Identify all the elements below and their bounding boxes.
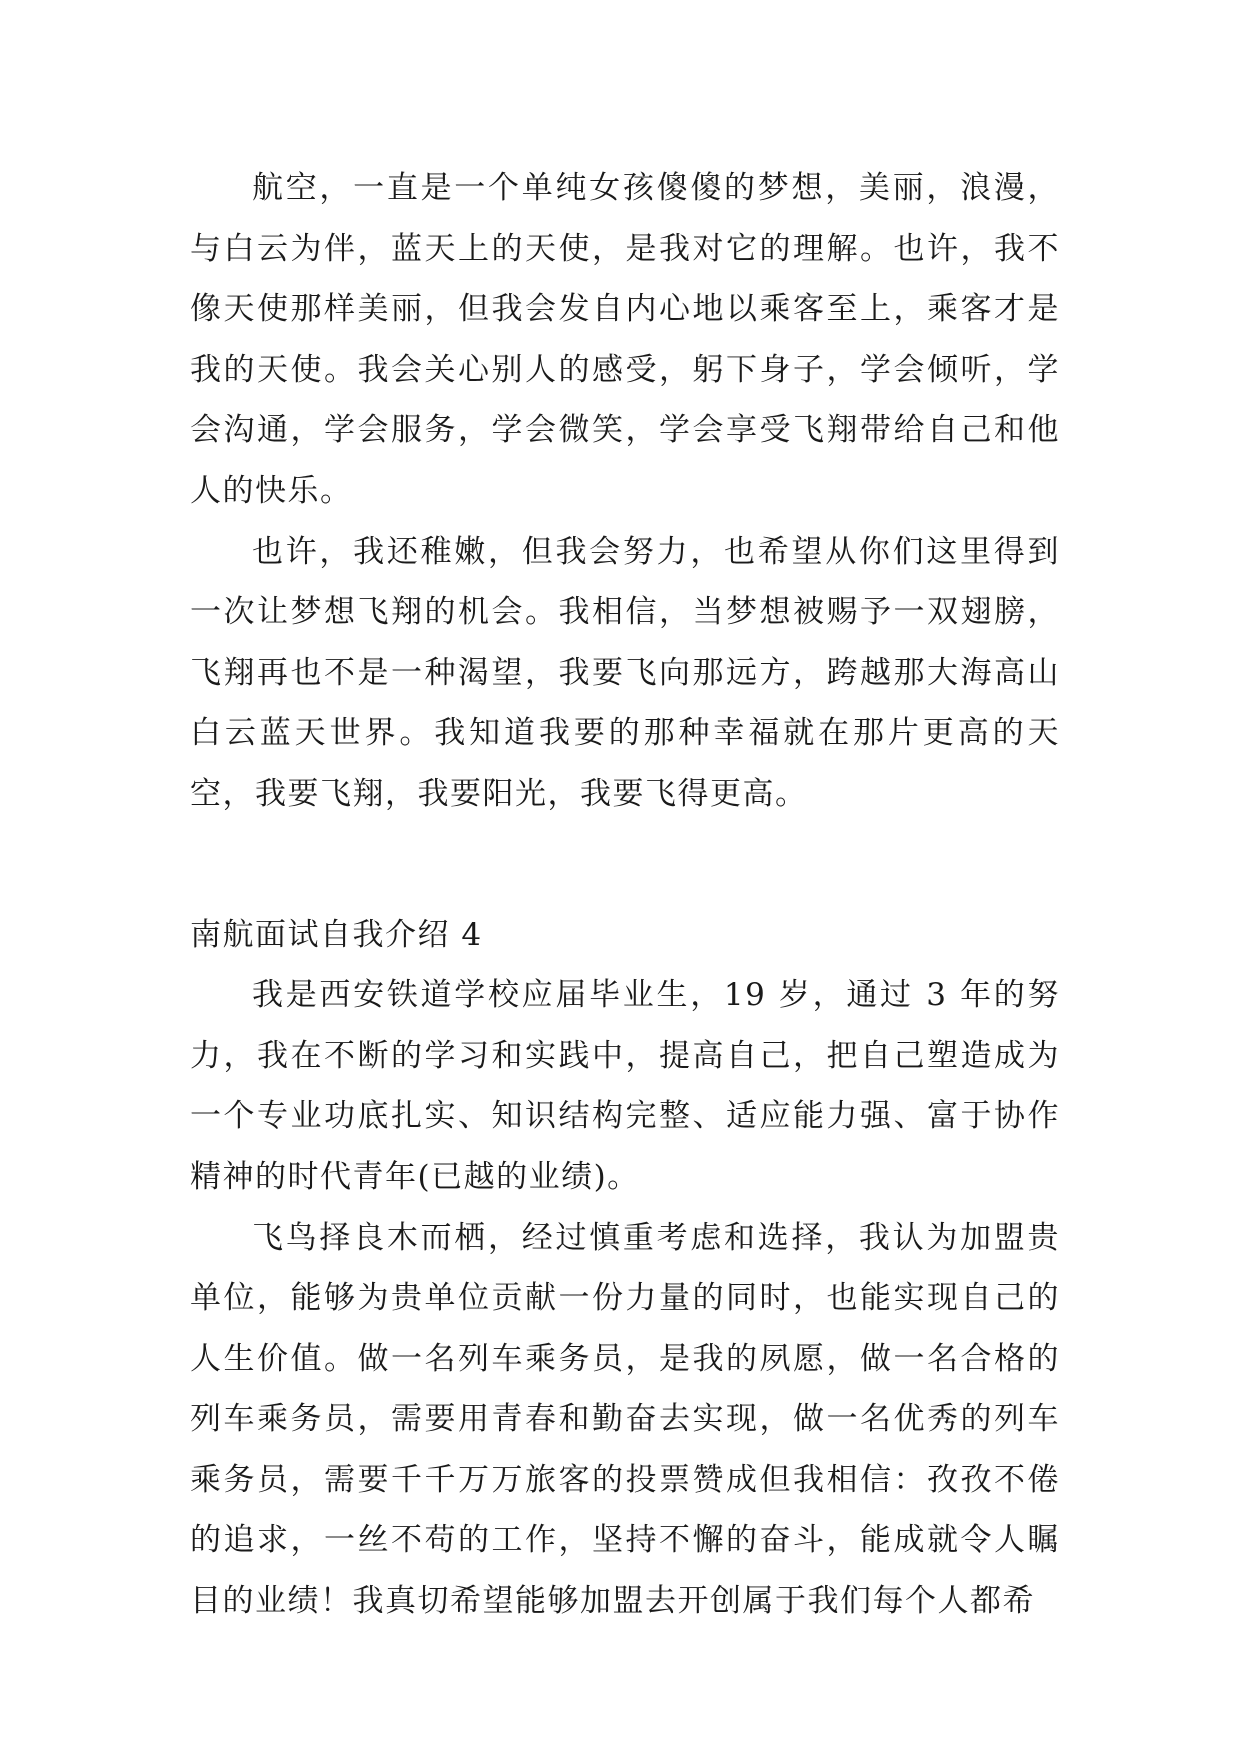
text-column [190, 158, 1060, 1632]
paragraph-flying-wish: 也许，我还稚嫩，但我会努力，也希望从你们这里得到一次让梦想飞翔的机会。我相信，当梦想被赐予一双翅膀，飞翔再也不是一种渴望，我要飞向那远方，跨越那大海高山白云蓝天世界。我知道我要的那种幸福就在那片更高的天空，我要飞翔，我要阳光，我要飞得更高。 [190, 533, 1060, 812]
paragraph-career-goal: 飞鸟择良木而栖，经过慎重考虑和选择，我认为加盟贵单位，能够为贵单位贡献一份力量的同时，也能实现自己的人生价值。做一名列车乘务员，是我的夙愿，做一名合格的列车乘务员，需要用青春和勤奋去实现，做一名优秀的列车乘务员，需要千千万万旅客的投票赞成但我相信：孜孜不倦的追求，一丝不苟的工作，坚持不懈的奋斗，能成就令人瞩目的业绩！我真切希望能够加盟去开创属于我们每个人都希 [190, 1219, 1060, 1620]
paragraph-aviation-dream: 航空，一直是一个单纯女孩傻傻的梦想，美丽，浪漫，与白云为伴，蓝天上的天使，是我对它的理解。也许，我不像天使那样美丽，但我会发自内心地以乘客至上，乘客才是我的天使。我会关心别人的感受，躬下身子，学会倾听，学会沟通，学会服务，学会微笑，学会享受飞翔带给自己和他人的快乐。 [190, 170, 1060, 509]
section-heading: 南航面试自我介绍 4 [190, 916, 483, 953]
paragraph-self-intro: 我是西安铁道学校应届毕业生，19 岁，通过 3 年的努力，我在不断的学习和实践中，提高自己，把自己塑造成为一个专业功底扎实、知识结构完整、适应能力强、富于协作精神的时代青年(已越的业绩)。 [190, 977, 1060, 1195]
